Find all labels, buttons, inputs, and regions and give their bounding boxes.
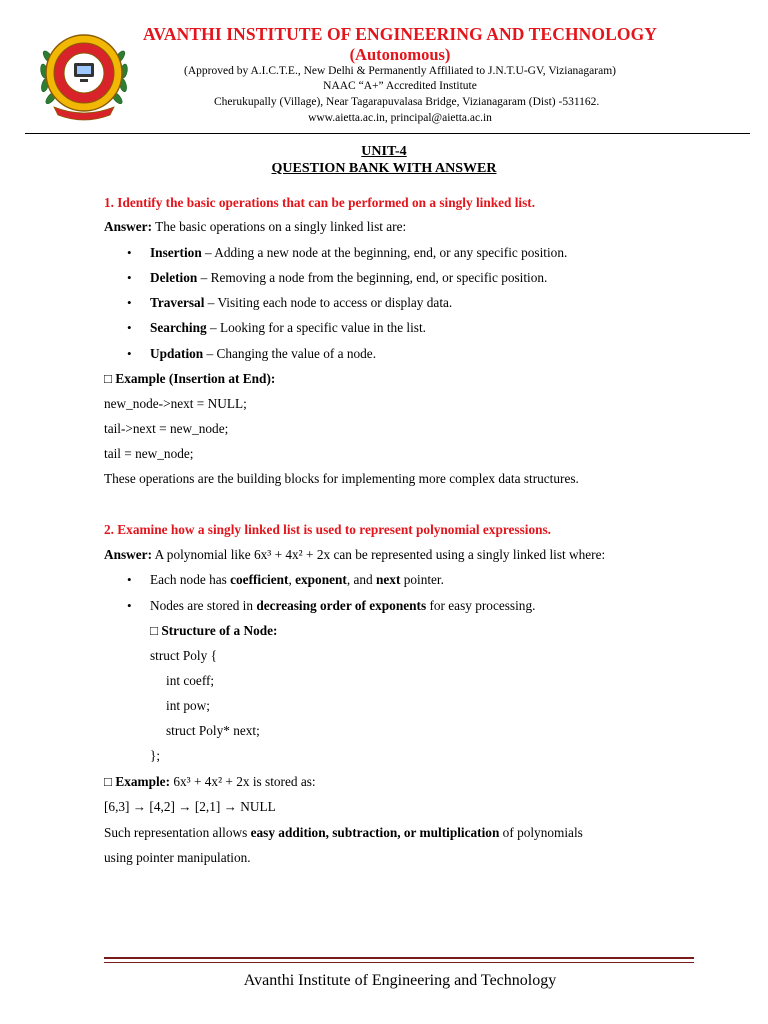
question-1: 1. Identify the basic operations that can be performed on a singly linked list. (104, 195, 536, 210)
autonomous-label: (Autonomous) (349, 45, 451, 64)
code-line: new_node->next = NULL; (104, 396, 247, 411)
footer-divider (104, 957, 694, 959)
answer-2-conclusion-cont: using pointer manipulation. (104, 850, 251, 865)
list-item: • Nodes are stored in decreasing order of exponents for easy processing. (127, 598, 536, 613)
answer-2-conclusion: Such representation allows easy addition, subtraction, or multiplication of polynomials (104, 825, 583, 840)
code-line: tail->next = new_node; (104, 421, 229, 436)
answer-1-intro: Answer: The basic operations on a singly linked list are: (104, 219, 407, 234)
list-item: • Deletion – Removing a node from the beginning, end, or specific position. (127, 270, 548, 285)
list-item: • Searching – Looking for a specific value in the list. (127, 320, 426, 335)
code-line: int coeff; (166, 673, 215, 688)
code-line: struct Poly* next; (166, 723, 260, 738)
code-line: }; (150, 748, 161, 763)
list-item: • Each node has coefficient, exponent, and next pointer. (127, 572, 444, 587)
list-item: • Traversal – Visiting each node to access or display data. (127, 295, 453, 310)
header-divider (25, 133, 750, 134)
page-title: QUESTION BANK WITH ANSWER (271, 161, 497, 176)
code-line: tail = new_node; (104, 446, 194, 461)
website-line: www.aietta.ac.in, principal@aietta.ac.in (308, 112, 492, 124)
structure-heading: □ Structure of a Node: (150, 623, 278, 638)
answer-2-intro: Answer: A polynomial like 6x³ + 4x² + 2x can be represented using a singly linked list where: (104, 547, 606, 562)
answer-1-conclusion: These operations are the building blocks for implementing more complex data structures. (104, 471, 579, 486)
list-item: • Updation – Changing the value of a node. (127, 346, 377, 361)
address-line: Cherukupally (Village), Near Tagarapuvalasa Bridge, Vizianagaram (Dist) -531162. (214, 96, 600, 108)
code-line: struct Poly { (150, 648, 217, 663)
example-heading: □ Example (Insertion at End): (104, 371, 276, 386)
code-line: int pow; (166, 698, 210, 713)
footer-divider-thin (104, 962, 694, 963)
approval-line: (Approved by A.I.C.T.E., New Delhi & Permanently Affiliated to J.N.T.U-GV, Vizianagaram) (184, 65, 616, 77)
institute-logo (38, 27, 130, 123)
institute-name: AVANTHI INSTITUTE OF ENGINEERING AND TECHNOLOGY (142, 24, 658, 44)
list-item: • Insertion – Adding a new node at the beginning, end, or any specific position. (127, 245, 568, 260)
unit-title: UNIT-4 (361, 144, 407, 159)
question-2: 2. Examine how a singly linked list is used to represent polynomial expressions. (104, 522, 551, 537)
footer-text: Avanthi Institute of Engineering and Technology (243, 972, 557, 989)
naac-line: NAAC “A+” Accredited Institute (323, 80, 477, 92)
example-2: □ Example: 6x³ + 4x² + 2x is stored as: (104, 774, 316, 789)
polynomial-chain: [6,3] → [4,2] → [2,1] → NULL (104, 799, 276, 814)
